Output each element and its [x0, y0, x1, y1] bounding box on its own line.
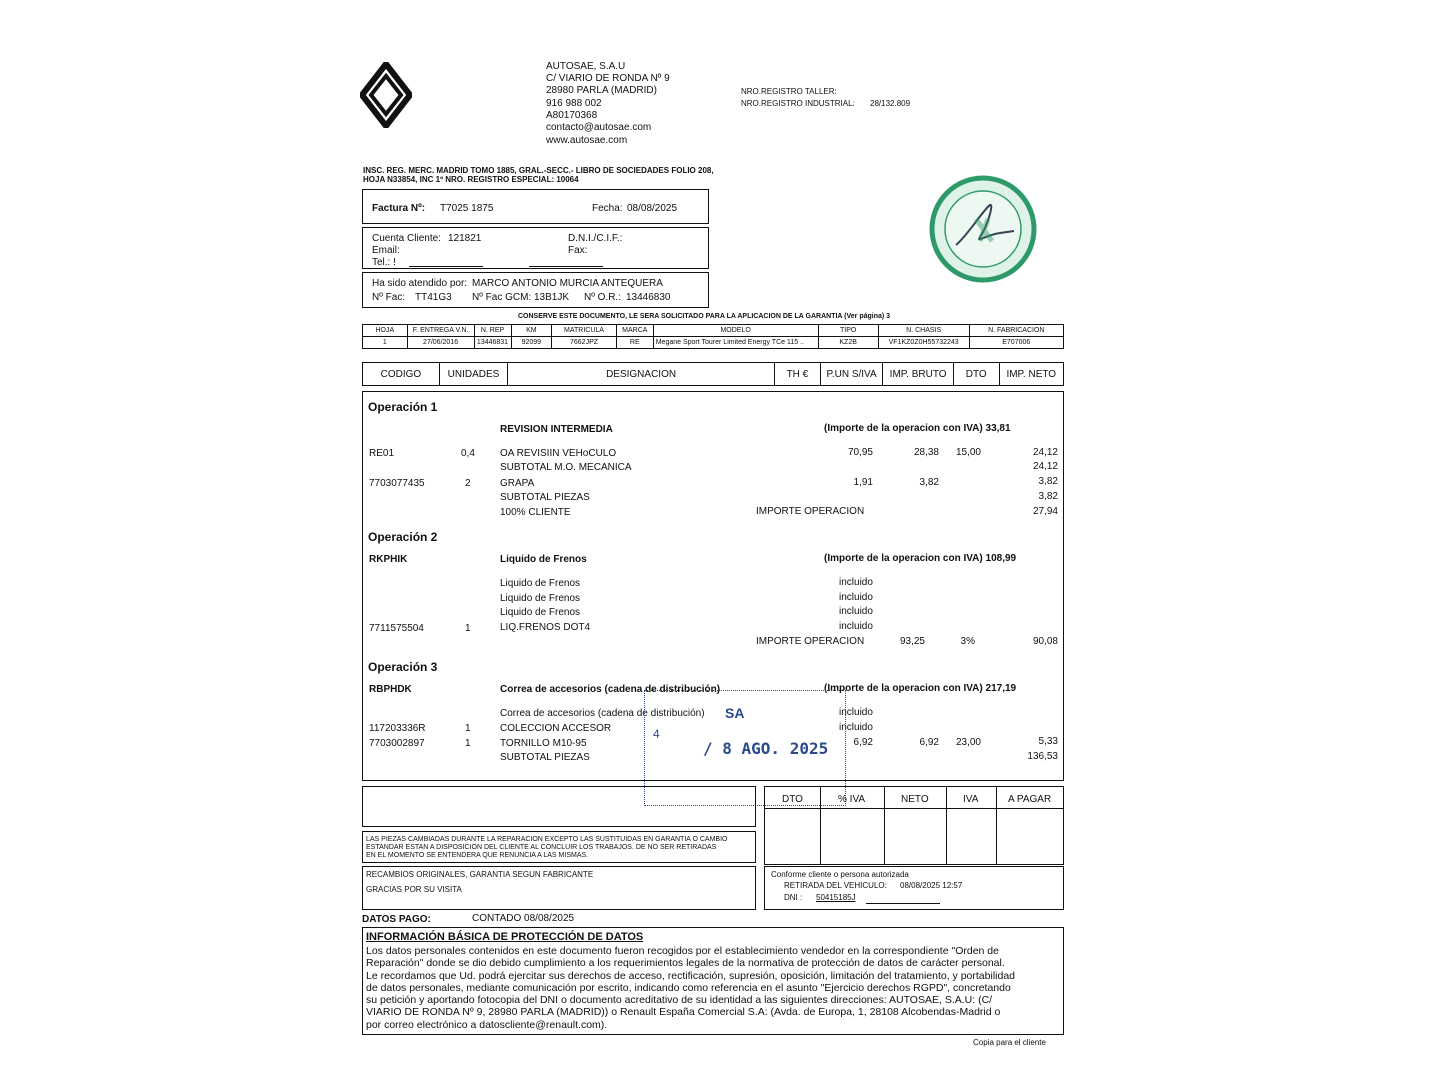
op1-r3-pun: 1,91 — [853, 477, 873, 488]
op3-r3-dto: 23,00 — [955, 737, 981, 748]
retirada-value: 08/08/2025 12:57 — [900, 881, 963, 890]
lh-th: TH € — [775, 363, 821, 386]
op1-importe: (Importe de la operacion con IVA) 33,81 — [824, 423, 1011, 434]
insc-line2: HOJA N33854, INC 1º NRO. REGISTRO ESPECIAL: 10064 — [363, 175, 579, 184]
totals-h-dto: DTO — [782, 794, 803, 805]
stamp-date: / 8 AGO. 2025 — [703, 739, 829, 758]
op2-r1-desc: Liquido de Frenos — [500, 578, 581, 589]
totals-divider-v — [946, 786, 947, 865]
dni-footer-label: DNI : — [784, 893, 803, 902]
company-web[interactable]: www.autosae.com — [546, 135, 628, 146]
company-address1: C/ VIARIO DE RONDA Nº 9 — [546, 73, 670, 84]
retirada-label: RETIRADA DEL VEHICULO: — [784, 881, 887, 890]
dni-label: D.N.I./C.I.F.: — [568, 233, 623, 244]
quality-seal-icon — [928, 175, 1038, 283]
op2-r4-units: 1 — [465, 623, 471, 634]
op2-r5-label: IMPORTE OPERACION — [756, 636, 865, 647]
op1-r1-code: RE01 — [369, 448, 395, 459]
op2-name: Liquido de Frenos — [500, 554, 587, 565]
vt-modelo: Megane Sport Tourer Limited Energy TCe 115 .. — [653, 337, 818, 349]
op2-r5-dto: 3% — [960, 636, 975, 647]
parts-note-line: ESTANDAR ESTAN A DISPOSICION DEL CLIENTE AL CONCLUIR LOS TRABAJOS. DE NO SER RETIRADAS — [366, 844, 717, 851]
dni-footer-value: 50415185J — [816, 893, 856, 902]
vt-h-marca: MARCA — [616, 325, 653, 337]
lh-pun: P.UN S/IVA — [820, 363, 883, 386]
footer-left-line1: RECAMBIOS ORIGINALES, GARANTIA SEGUN FABRICANTE — [366, 870, 594, 879]
lh-neto: IMP. NETO — [999, 363, 1063, 386]
op1-r3-desc: GRAPA — [500, 478, 535, 489]
vt-h-tipo: TIPO — [818, 325, 878, 337]
op1-r1-desc: OA REVISIIN VEHoCULO — [500, 448, 617, 459]
op3-code: RBPHDK — [369, 684, 412, 695]
copy-note: Copia para el cliente — [973, 1038, 1046, 1047]
renault-logo — [360, 62, 412, 128]
vt-marca: RE — [616, 337, 653, 349]
privacy-line: de datos personales, mediante comunicación por escrito, indicando como referencia en el asunto "Ejercicio derechos RGPD", concretando — [366, 981, 1011, 994]
privacy-line: por correo electrónico a datoscliente@renault.com). — [366, 1018, 608, 1031]
vehicle-table-row — [363, 337, 1064, 349]
op1-r2-desc: SUBTOTAL M.O. MECANICA — [500, 462, 632, 473]
parts-note-line: EN EL MOMENTO SE ENTENDERA QUE RENUNCIA A LAS MISMAS. — [366, 852, 589, 859]
vt-h-km: KM — [511, 325, 552, 337]
totals-h-apagar: A PAGAR — [1008, 794, 1052, 805]
registro-industrial-label: NRO.REGISTRO INDUSTRIAL: — [741, 99, 855, 108]
or-value: 13446830 — [626, 292, 671, 303]
vt-h-matricula: MATRICULA — [552, 325, 617, 337]
op2-code: RKPHIK — [369, 554, 408, 565]
company-address2: 28980 PARLA (MADRID) — [546, 85, 657, 96]
vt-tipo: KZ2B — [818, 337, 878, 349]
redacted-bar — [409, 266, 483, 267]
vt-km: 92099 — [511, 337, 552, 349]
op1-r1-pun: 70,95 — [847, 447, 873, 458]
privacy-title: INFORMACIÓN BÁSICA DE PROTECCIÓN DE DATOS — [366, 931, 644, 943]
email-label: Email: — [372, 245, 400, 256]
op2-r1-incl: incluido — [839, 577, 873, 588]
company-email[interactable]: contacto@autosae.com — [546, 122, 652, 133]
op3-r3-desc: TORNILLO M10-95 — [500, 738, 587, 749]
lh-unidades: UNIDADES — [439, 363, 507, 386]
cuenta-label: Cuenta Cliente: — [372, 233, 441, 244]
lines-header-table — [362, 362, 1064, 386]
op1-r3-units: 2 — [465, 478, 471, 489]
lh-codigo: CODIGO — [363, 363, 440, 386]
op1-r5-desc: 100% CLIENTE — [500, 507, 571, 518]
company-cif: A80170368 — [546, 110, 598, 121]
op2-r3-desc: Liquido de Frenos — [500, 607, 581, 618]
op2-r2-incl: incluido — [839, 592, 873, 603]
vt-h-fabricacion: N. FABRICACION — [969, 325, 1063, 337]
op1-r2-neto: 24,12 — [1032, 461, 1058, 472]
op3-r2-desc: COLECCION ACCESOR — [500, 723, 612, 734]
op1-r4-desc: SUBTOTAL PIEZAS — [500, 492, 590, 503]
vt-matricula: 7662JPZ — [552, 337, 617, 349]
op1-r3-neto: 3,82 — [1038, 476, 1058, 487]
op2-r4-code: 7711575504 — [369, 623, 424, 634]
or-label: Nº O.R.: — [584, 292, 621, 303]
nfac-value: TT41G3 — [415, 292, 452, 303]
conserve-note: CONSERVE ESTE DOCUMENTO, LE SERA SOLICITADO PARA LA APLICACION DE LA GARANTIA (Ver página) 3 — [518, 313, 891, 320]
op3-importe: (Importe de la operacion con IVA) 217,19 — [824, 683, 1017, 694]
op1-title: Operación 1 — [368, 400, 438, 414]
op1-r3-bruto: 3,82 — [919, 477, 939, 488]
op1-r1-bruto: 28,38 — [913, 447, 939, 458]
op3-r3-bruto: 6,92 — [919, 737, 939, 748]
vt-h-nrep: N. REP — [474, 325, 511, 337]
vt-h-chasis: N. CHASIS — [878, 325, 969, 337]
cuenta-value: 121821 — [448, 233, 482, 244]
op3-r3-neto: 5,33 — [1038, 736, 1058, 747]
attended-label: Ha sido atendido por: — [372, 278, 468, 289]
op2-r5-bruto: 93,25 — [899, 636, 925, 647]
pago-label: DATOS PAGO: — [362, 914, 431, 925]
op3-r2-code: 117203336R — [369, 723, 426, 734]
op3-r3-code: 7703002897 — [369, 738, 425, 749]
op1-r5-label: IMPORTE OPERACION — [756, 506, 865, 517]
op3-r2-incl: incluido — [839, 722, 873, 733]
totals-divider-v — [996, 786, 997, 865]
op2-r2-desc: Liquido de Frenos — [500, 593, 581, 604]
totals-divider-v — [884, 786, 885, 865]
footer-left-line2: GRACIAS POR SU VISITA — [366, 885, 462, 894]
op1-name: REVISION INTERMEDIA — [500, 424, 613, 435]
vehicle-table-header — [363, 325, 1064, 337]
signature-line — [866, 903, 940, 904]
vt-nrep: 13446831 — [474, 337, 511, 349]
nfac-label: Nº Fac: — [372, 292, 406, 303]
fecha-value: 08/08/2025 — [627, 203, 678, 214]
registro-industrial-value: 28/132.809 — [870, 99, 911, 108]
company-name: AUTOSAE, S.A.U — [546, 61, 626, 72]
op1-r4-neto: 3,82 — [1038, 491, 1058, 502]
lh-dto: DTO — [953, 363, 999, 386]
privacy-line: Le recordamos que Ud. podrá ejercitar sus derechos de acceso, rectificación, supresión, oposición, limitación del tratamiento, y portabilidad — [366, 969, 1016, 982]
op3-title: Operación 3 — [368, 660, 438, 674]
op3-name: Correa de accesorios (cadena de distribución) — [500, 684, 721, 695]
redacted-bar — [529, 266, 603, 267]
vt-hoja: 1 — [363, 337, 408, 349]
vt-h-modelo: MODELO — [653, 325, 818, 337]
privacy-line: Reparación" donde se dio debido cumplimiento a los requerimientos legales de la normativa de protección de datos de carácter personal. — [366, 957, 1005, 970]
op1-r1-dto: 15,00 — [955, 447, 981, 458]
tel-label: Tel.: ! — [372, 257, 396, 268]
gcm-label: Nº Fac GCM: — [472, 292, 532, 303]
stamp-fragment-2: 4 — [653, 727, 660, 741]
totals-h-neto: NETO — [901, 794, 929, 805]
insc-line1: INSC. REG. MERC. MADRID TOMO 1885, GRAL.-SECC.- LIBRO DE SOCIEDADES FOLIO 208, — [363, 166, 714, 175]
op2-title: Operación 2 — [368, 530, 438, 544]
registro-taller: NRO.REGISTRO TALLER: — [741, 87, 837, 96]
vehicle-table — [362, 324, 1064, 349]
company-phone: 916 988 002 — [546, 98, 602, 109]
privacy-line: VIARIO DE RONDA Nº 9, 28980 PARLA (MADRID)) o Renault España Comercial S.A: (Avda. de Europa, 1, 28108 Alcobendas-Madrid o — [366, 1006, 1001, 1019]
privacy-line: su petición y aportando fotocopia del DNI o documento acreditativo de su identidad a las siguientes direcciones: AUTOSAE, S.A.U: (C/ — [366, 994, 993, 1007]
pago-value: CONTADO 08/08/2025 — [472, 913, 575, 924]
op3-r3-pun: 6,92 — [853, 737, 873, 748]
op1-r5-neto: 27,94 — [1032, 506, 1058, 517]
op2-importe: (Importe de la operacion con IVA) 108,99 — [824, 553, 1017, 564]
vt-fabricacion: E707006 — [969, 337, 1063, 349]
lh-designacion: DESIGNACION — [508, 363, 775, 386]
fecha-label: Fecha: — [592, 203, 623, 214]
privacy-text — [366, 945, 1056, 1031]
privacy-line: Los datos personales contenidos en este documento fueron recogidos por el establecimiento vendedor en la correspondiente "Orden de — [366, 945, 999, 957]
stamp-fragment: SA — [725, 705, 745, 721]
op3-r1-incl: incluido — [839, 707, 873, 718]
notes-box — [362, 786, 756, 827]
op2-r3-incl: incluido — [839, 606, 873, 617]
vt-entrega: 27/06/2016 — [407, 337, 474, 349]
parts-note-line: LAS PIEZAS CAMBIADAS DURANTE LA REPARACION EXCEPTO LAS SUSTITUIDAS EN GARANTIA O CAMBIO — [366, 836, 728, 843]
totals-h-iva-pct: % IVA — [838, 794, 866, 805]
op1-r1-neto: 24,12 — [1032, 447, 1058, 458]
op2-r4-desc: LIQ.FRENOS DOT4 — [500, 622, 591, 633]
vt-h-entrega: F. ENTREGA V.N. — [407, 325, 474, 337]
op3-r2-units: 1 — [465, 723, 471, 734]
attended-name: MARCO ANTONIO MURCIA ANTEQUERA — [472, 278, 663, 289]
op3-r4-neto: 136,53 — [1027, 751, 1058, 762]
op3-r4-desc: SUBTOTAL PIEZAS — [500, 752, 590, 763]
op2-r4-incl: incluido — [839, 621, 873, 632]
vt-h-hoja: HOJA — [363, 325, 408, 337]
op3-r1-desc: Correa de accesorios (cadena de distribución) — [500, 708, 705, 719]
lines-header-row — [363, 363, 1064, 386]
op1-r1-units: 0,4 — [461, 448, 475, 459]
totals-divider-h — [764, 808, 1064, 809]
fax-label: Fax: — [568, 245, 588, 256]
op3-r3-units: 1 — [465, 738, 471, 749]
gcm-value: 13B1JK — [534, 292, 570, 303]
factura-label: Factura Nº: — [372, 203, 426, 214]
lh-bruto: IMP. BRUTO — [883, 363, 954, 386]
op2-r5-neto: 90,08 — [1032, 636, 1058, 647]
totals-divider-v — [820, 786, 821, 865]
op1-r3-code: 7703077435 — [369, 478, 425, 489]
conforme-text: Conforme cliente o persona autorizada — [771, 870, 909, 879]
factura-value: T7025 1875 — [440, 203, 494, 214]
vt-chasis: VF1KZ0Z0H55732243 — [878, 337, 969, 349]
totals-h-iva: IVA — [963, 794, 979, 805]
